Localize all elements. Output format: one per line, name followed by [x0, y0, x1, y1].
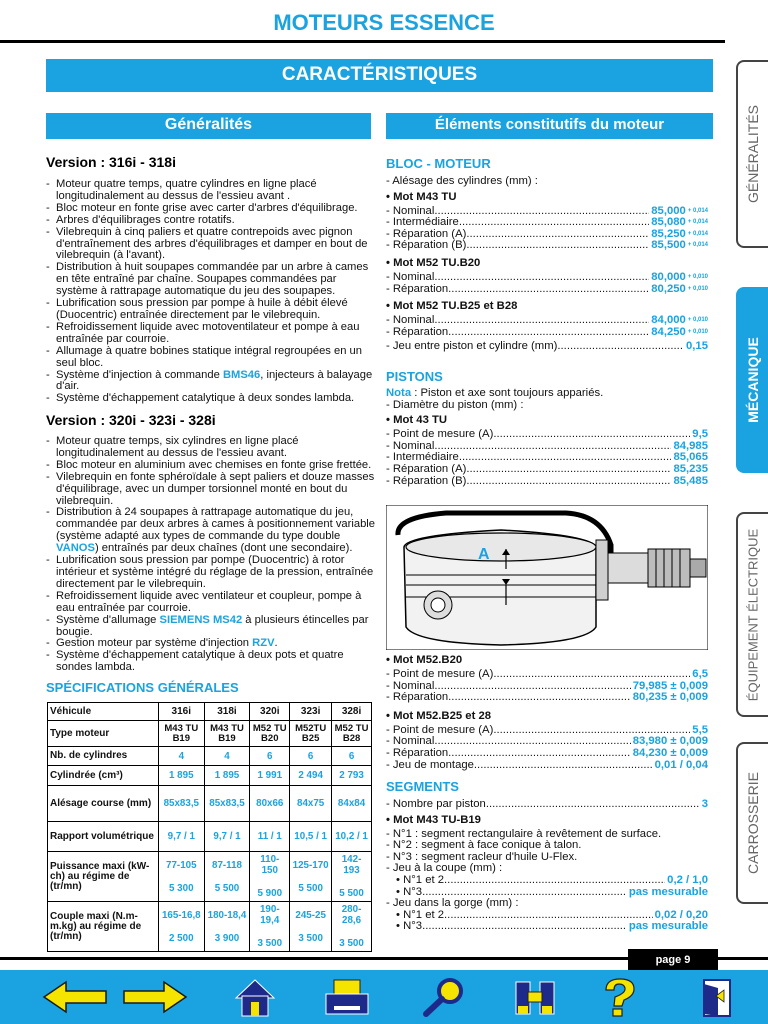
list-item: - Distribution à 24 soupapes à rattrapage automatique du jeu, commandée par deux arbres à cames à positionnement variable (système adapté aux types de commande du type double VANOS) entraînés par deux chaînes (dont une secondaire).	[46, 507, 376, 555]
list-item: - Vilebrequin à cinq paliers et quatre contrepoids avec pignon d'entraînement des arbres d'équilibrages et damper en bout de vilebrequin (à l'avant).	[46, 227, 376, 263]
list-item: - Système d'échappement catalytique à deux pots et quatre sondes lambda.	[46, 650, 376, 674]
list-item: - Système d'échappement catalytique à deux sondes lambda.	[46, 393, 376, 405]
tab-generalites[interactable]: GÉNÉRALITÉS	[736, 60, 768, 248]
search-icon[interactable]	[420, 976, 470, 1018]
list-item: - Système d'injection à commande BMS46, injecteurs à balayage d'air.	[46, 370, 376, 394]
value-row: • N°1 et 2 ..... 0,02 / 0,20	[386, 910, 708, 922]
binoculars-icon[interactable]	[510, 976, 560, 1018]
engine-label: • Mot 43 TU	[386, 414, 448, 427]
segment-line: - N°1 : segment rectangulaire à revêtement de surface.	[386, 827, 662, 840]
footer-nav	[0, 970, 768, 1024]
table-cell: 84x84	[332, 786, 372, 822]
tab-equipement-electrique[interactable]: ÉQUIPEMENT ÉLECTRIQUE	[736, 512, 768, 717]
value-row: - Réparation (B) ..... 85,485	[386, 476, 708, 488]
bloc-section	[386, 176, 708, 353]
value-row: - Jeu de montage ..... 0,01 / 0,04	[386, 760, 708, 772]
table-cell: Cylindrée (cm³)	[48, 766, 159, 786]
segment-line: - N°2 : segment à face conique à talon.	[386, 839, 582, 852]
table-cell: 2 793	[332, 766, 372, 786]
table-cell: 110-150 5 900	[250, 852, 290, 902]
bloc-title: BLOC - MOTEUR	[386, 156, 491, 171]
table-cell: 6	[290, 747, 332, 766]
list-item: - Refroidissement liquide avec ventilateur et coupleur, pompe à eau entraînée par courroie.	[46, 591, 376, 615]
version-title-1: Version : 316i - 318i	[46, 154, 176, 170]
pistons-section	[386, 388, 708, 487]
engine-label: • Mot M43 TU	[386, 190, 457, 203]
table-cell: 85x83,5	[158, 786, 204, 822]
table-cell: 85x83,5	[204, 786, 250, 822]
piston-measure-figure	[386, 505, 708, 650]
table-cell: 2 494	[290, 766, 332, 786]
table-cell: 142-193 5 500	[332, 852, 372, 902]
table-header: Véhicule	[48, 703, 159, 721]
table-cell: M52 TU B20	[250, 721, 290, 747]
table-cell: 87-118 5 500	[204, 852, 250, 902]
value-row: - Point de mesure (A) ..... 6,5	[386, 669, 708, 681]
table-cell: M52 TU B28	[332, 721, 372, 747]
value-row: - Point de mesure (A) ..... 5,5	[386, 725, 708, 737]
table-cell: M43 TU B19	[204, 721, 250, 747]
table-cell: 280-28,6 3 500	[332, 902, 372, 952]
table-cell: 4	[158, 747, 204, 766]
diam-label: - Diamètre du piston (mm) :	[386, 398, 524, 411]
table-header: 318i	[204, 703, 250, 721]
section-band: CARACTÉRISTIQUES	[46, 59, 713, 92]
table-cell: 180-18,4 3 900	[204, 902, 250, 952]
page-number: page 9	[628, 949, 718, 971]
value-row: - Réparation (A) ..... 85,250 + 0,014	[386, 229, 708, 241]
exit-door-icon[interactable]	[696, 976, 736, 1018]
value-row: - Réparation ..... 84,250 + 0,010	[386, 327, 708, 339]
value-row: - Nominal ..... 79,985 ± 0,009	[386, 681, 708, 693]
table-cell: 1 895	[158, 766, 204, 786]
tab-carrosserie[interactable]: CARROSSERIE	[736, 742, 768, 904]
table-cell: Couple maxi (N.m-m.kg) au régime de (tr/mn)	[48, 902, 159, 952]
list-item: - Arbres d'équilibrages contre rotatifs.	[46, 215, 376, 227]
value-row: • N°1 et 2 ..... 0,2 / 1,0	[386, 875, 708, 887]
engine-label: • Mot M52 TU.B20	[386, 256, 481, 269]
pistons-title: PISTONS	[386, 369, 443, 384]
table-cell: Alésage course (mm)	[48, 786, 159, 822]
value-row: - Nominal ..... 84,985	[386, 441, 708, 453]
table-cell: 80x66	[250, 786, 290, 822]
list-item: - Lubrification sous pression par pompe à huile à débit élevé (Duocentric) entraînée directement par le vilebrequin.	[46, 298, 376, 322]
table-cell: 77-105 5 300	[158, 852, 204, 902]
pistons-section-2	[386, 654, 708, 771]
segments-section	[386, 799, 708, 933]
right-heading: Éléments constitutifs du moteur	[386, 113, 713, 139]
value-row: - Nominal ..... 84,000 + 0,010	[386, 315, 708, 327]
table-header: 316i	[158, 703, 204, 721]
list-item: - Lubrification sous pression par pompe (Duocentric) à rotor intérieur et système intégré du réglage de la pression, entraînée directement par le vilebrequin.	[46, 555, 376, 591]
left-heading: Généralités	[46, 113, 371, 139]
value-row: - Nominal ..... 83,980 ± 0,009	[386, 736, 708, 748]
figure-label-a: A	[478, 546, 490, 563]
value-row: - Intermédiaire ..... 85,065	[386, 452, 708, 464]
value-row: - Intermédiaire ..... 85,080 + 0,014	[386, 217, 708, 229]
segment-line: - N°3 : segment racleur d'huile U-Flex.	[386, 850, 578, 863]
table-cell: 6	[332, 747, 372, 766]
table-header: 320i	[250, 703, 290, 721]
print-icon[interactable]	[322, 976, 372, 1018]
version-1-list	[46, 179, 376, 405]
table-cell: 1 895	[204, 766, 250, 786]
version-2-list	[46, 436, 376, 674]
value-row: - Nominal ..... 80,000 + 0,010	[386, 272, 708, 284]
list-item: - Gestion moteur par système d'injection RZV.	[46, 638, 376, 650]
page-title: MOTEURS ESSENCE	[273, 10, 495, 35]
engine-label: • Mot M43 TU-B19	[386, 813, 481, 826]
engine-label: • Mot M52 TU.B25 et B28	[386, 300, 518, 313]
table-cell: 11 / 1	[250, 822, 290, 852]
table-cell: 245-25 3 500	[290, 902, 332, 952]
segments-title: SEGMENTS	[386, 779, 459, 794]
tab-mecanique[interactable]: MÉCANIQUE	[736, 287, 768, 473]
table-cell: 4	[204, 747, 250, 766]
list-item: - Moteur quatre temps, six cylindres en ligne placé longitudinalement au dessus de l'essieu avant.	[46, 436, 376, 460]
table-header: 328i	[332, 703, 372, 721]
table-cell: Puissance maxi (kW-ch) au régime de (tr/mn)	[48, 852, 159, 902]
list-item: - Bloc moteur en fonte grise avec carter d'arbres d'équilibrage.	[46, 203, 376, 215]
table-cell: 165-16,8 2 500	[158, 902, 204, 952]
table-cell: Type moteur	[48, 721, 159, 747]
forward-arrow-icon[interactable]	[120, 976, 190, 1018]
list-item: - Vilebrequin en fonte sphéroïdale à sept paliers et douze masses d'équilibrage, avec un dumper torsionnel monté en bout du vilebrequin.	[46, 472, 376, 508]
table-cell: Rapport volumétrique	[48, 822, 159, 852]
value-row: - Réparation ..... 80,250 + 0,010	[386, 284, 708, 296]
table-cell: M43 TU B19	[158, 721, 204, 747]
list-item: - Allumage à quatre bobines statique intégral regroupées en un seul bloc.	[46, 346, 376, 370]
segment-line: - Jeu à la coupe (mm) :	[386, 862, 503, 875]
table-cell: 1 991	[250, 766, 290, 786]
table-cell: 9,7 / 1	[204, 822, 250, 852]
list-item: - Distribution à huit soupapes commandée par un arbre à cames en tête entraîné par chaîne. Soupapes commandées par système à rattrapage automatique du jeu des soupapes.	[46, 262, 376, 298]
value-row: • N°3 ..... pas mesurable	[386, 887, 708, 899]
table-cell: M52TU B25	[290, 721, 332, 747]
value-row: - Nominal ..... 85,000 + 0,014	[386, 206, 708, 218]
value-row: - Réparation ..... 80,235 ± 0,009	[386, 692, 708, 704]
table-cell: 9,7 / 1	[158, 822, 204, 852]
list-item: - Refroidissement liquide avec motoventilateur et pompe à eau entraînée par courroie.	[46, 322, 376, 346]
table-header: 323i	[290, 703, 332, 721]
table-cell: 10,2 / 1	[332, 822, 372, 852]
list-item: - Système d'allumage SIEMENS MS42 à plusieurs étincelles par bougie.	[46, 615, 376, 639]
table-cell: Nb. de cylindres	[48, 747, 159, 766]
value-row: - Point de mesure (A) ..... 9,5	[386, 429, 708, 441]
spec-title: SPÉCIFICATIONS GÉNÉRALES	[46, 680, 239, 695]
table-cell: 190-19,4 3 500	[250, 902, 290, 952]
back-arrow-icon[interactable]	[40, 976, 110, 1018]
value-row: • N°3 ..... pas mesurable	[386, 921, 708, 933]
list-item: - Bloc moteur en aluminium avec chemises en fonte grise frettée.	[46, 460, 376, 472]
value-row: - Nombre par piston ..... 3	[386, 799, 708, 811]
list-item: - Moteur quatre temps, quatre cylindres en ligne placé longitudinalement au dessus de l'essieu avant .	[46, 179, 376, 203]
table-cell: 125-170 5 500	[290, 852, 332, 902]
top-divider	[0, 40, 725, 43]
value-row: - Réparation (A) ..... 85,235	[386, 464, 708, 476]
table-cell: 6	[250, 747, 290, 766]
table-cell: 84x75	[290, 786, 332, 822]
home-icon[interactable]	[232, 976, 278, 1018]
engine-label: • Mot M52.B20	[386, 654, 463, 666]
help-icon[interactable]	[596, 976, 642, 1018]
value-row: - Jeu entre piston et cylindre (mm) ..... 0,15	[386, 341, 708, 353]
version-title-2: Version : 320i - 323i - 328i	[46, 412, 216, 428]
value-row: - Réparation (B) ..... 85,500 + 0,014	[386, 240, 708, 252]
nota-text: Nota : Piston et axe sont toujours appariés.	[386, 387, 604, 399]
engine-label: • Mot M52.B25 et 28	[386, 709, 492, 722]
spec-table	[47, 702, 372, 952]
value-row: - Réparation ..... 84,230 ± 0,009	[386, 748, 708, 760]
table-cell: 10,5 / 1	[290, 822, 332, 852]
gorge-label: - Jeu dans la gorge (mm) :	[386, 897, 519, 910]
alesage-label: - Alésage des cylindres (mm) :	[386, 175, 538, 187]
